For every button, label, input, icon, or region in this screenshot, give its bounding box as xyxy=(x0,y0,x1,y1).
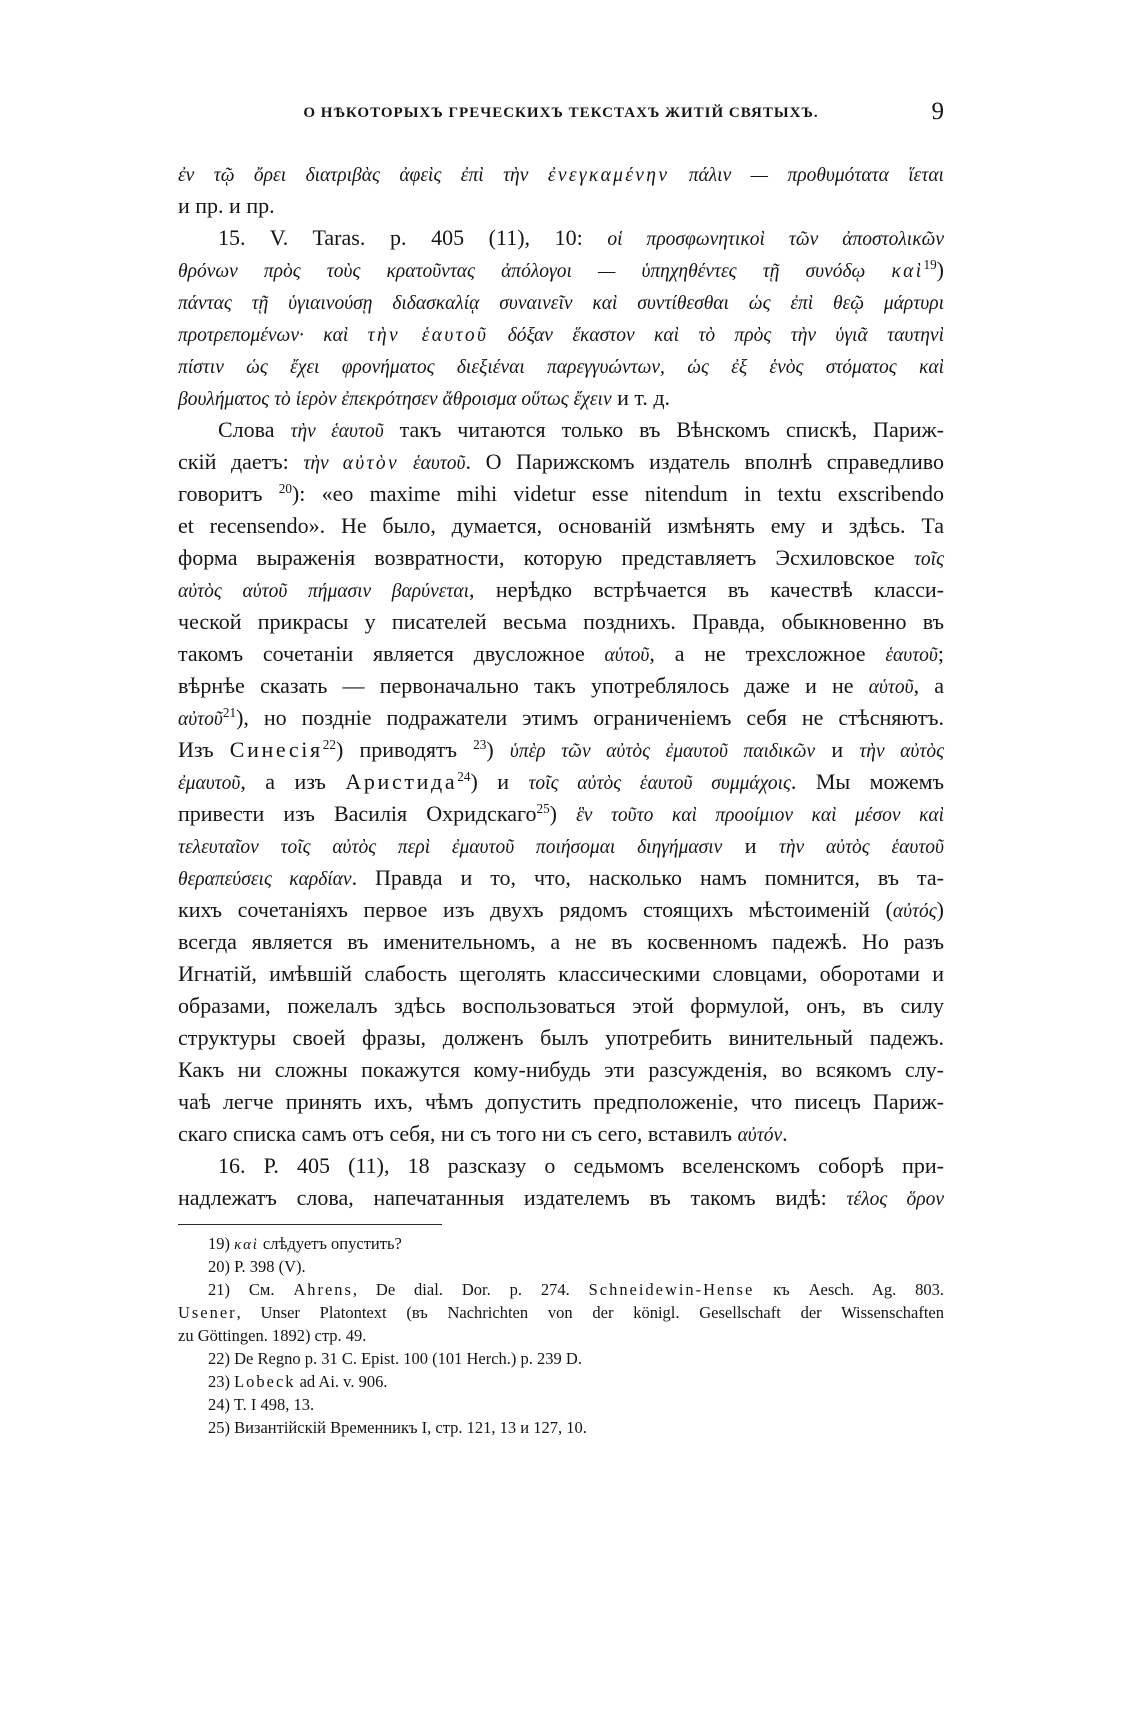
text-line xyxy=(178,766,944,798)
greek-text: αὐτόν xyxy=(737,1125,783,1146)
text-run: ): «eo maxime mihi videtur esse nitendum in textu exscribendo xyxy=(291,481,945,506)
greek-text: τὴν αὐτὸς xyxy=(859,741,945,762)
footnote-line xyxy=(178,1347,944,1370)
greek-text: ἑαυτοῦ xyxy=(398,453,466,474)
footnote-ref: 21 xyxy=(222,705,237,721)
text-run: всегда является въ именительномъ, а не въ косвенномъ падежѣ. Но разъ xyxy=(178,929,944,954)
footnote-line xyxy=(178,1324,944,1347)
text-run: говоритъ xyxy=(178,481,279,506)
text-line xyxy=(178,382,944,414)
text-run: , а xyxy=(913,673,944,698)
text-line xyxy=(178,1118,944,1150)
greek-text: τοῖς αὐτὸς ἑαυτοῦ συμμάχοις xyxy=(528,773,791,794)
text-run: et recensendo». Не было, думается, основаній измѣнять ему и здѣсь. Та xyxy=(178,513,944,538)
text-run: 19) xyxy=(208,1234,235,1253)
text-run: Изъ xyxy=(178,737,230,762)
text-run: къ Aesch. Ag. 803. xyxy=(754,1280,944,1299)
text-run: . xyxy=(782,1121,788,1146)
greek-text: τελευταῖον τοῖς αὐτὸς περὶ ἐμαυτοῦ ποιήσομαι διηγήμασιν xyxy=(178,837,723,858)
text-line xyxy=(178,702,944,734)
text-run: 15. V. Taras. p. 405 (11), 10: xyxy=(218,225,608,250)
text-line xyxy=(178,318,944,350)
text-line xyxy=(178,1086,944,1118)
text-line xyxy=(178,798,944,830)
paragraph-start-line xyxy=(178,222,944,254)
text-run: , нерѣдко встрѣчается въ качествѣ класси- xyxy=(469,577,944,602)
spaced-emphasis: Синесія xyxy=(229,737,323,762)
text-run: чаѣ легче принять ихъ, чѣмъ допустить предположеніе, что писецъ Париж- xyxy=(178,1089,944,1114)
spaced-emphasis: Ahrens xyxy=(293,1280,353,1299)
text-run: привести изъ Василія Охридскаго xyxy=(178,801,537,826)
text-line xyxy=(178,510,944,542)
greek-text: προτρεπομένων· καὶ xyxy=(178,325,368,346)
greek-text: δόξαν ἕκαστον καὶ τὸ πρὸς τὴν ὑγιᾶ ταυτηνὶ xyxy=(488,325,944,346)
text-run: и пр. и пр. xyxy=(178,193,275,218)
greek-text: βουλήματος τὸ ἱερὸν ἐπεκρότησεν ἄθροισμα οὕτως ἔχειν xyxy=(178,389,612,410)
footnote-ref: 19 xyxy=(923,257,937,273)
text-run: . Мы можемъ xyxy=(790,769,944,794)
text-line xyxy=(178,926,944,958)
text-run: 23) xyxy=(208,1372,235,1391)
text-run: скій даетъ: xyxy=(178,449,304,474)
greek-text: ἐμαυτοῦ xyxy=(178,773,241,794)
greek-text: αὐτοῦ xyxy=(178,709,223,730)
greek-spaced-text: τὴν ἑαυτοῦ xyxy=(367,325,489,346)
text-run: ) xyxy=(936,257,944,282)
greek-spaced-text: ἐνεγκαμένην xyxy=(547,165,670,186)
text-line xyxy=(178,958,944,990)
text-run: такомъ сочетаніи является двусложное xyxy=(178,641,605,666)
text-run: Игнатій, имѣвшій слабость щеголять классическими словцами, оборотами и xyxy=(178,961,944,986)
greek-text: αὐτός xyxy=(892,901,937,922)
text-line xyxy=(178,158,944,190)
text-run: . О Парижскомъ издатель вполнѣ справедливо xyxy=(465,449,944,474)
text-run: Какъ ни сложны покажутся кому-нибудь эти разсужденія, во всякомъ слу- xyxy=(178,1057,944,1082)
text-run: 25) Византійскій Временникъ I, стр. 121, 13 и 127, 10. xyxy=(208,1418,587,1437)
greek-text: αὑτοῦ xyxy=(604,645,650,666)
text-run: Слова xyxy=(218,417,291,442)
text-run: ) приводятъ xyxy=(335,737,474,762)
greek-text: τοῖς xyxy=(913,549,944,570)
text-run: и т. д. xyxy=(611,385,671,410)
text-run: ad Ai. v. 906. xyxy=(295,1372,388,1391)
spaced-emphasis: Lobeck xyxy=(234,1372,296,1391)
footnote-ref: 22 xyxy=(322,737,336,753)
page-number: 9 xyxy=(931,98,944,125)
footnote-line xyxy=(178,1255,944,1278)
footnote-line xyxy=(178,1232,944,1255)
footnote-line xyxy=(178,1416,944,1439)
footnotes xyxy=(178,1232,944,1439)
text-run: , а не трехсложное xyxy=(649,641,886,666)
text-run: форма выраженія возвратности, которую представляетъ Эсхиловское xyxy=(178,545,914,570)
text-run: ческой прикрасы у писателей весьма позднихъ. Правда, обыкновенно въ xyxy=(178,609,944,634)
greek-text: θρόνων πρὸς τοὺς κρατοῦντας ἀπόλογοι — ὑπηχηθέντες τῇ συνόδῳ xyxy=(178,261,892,282)
text-run: ) xyxy=(549,801,577,826)
text-run: . Правда и то, что, насколько намъ помнится, въ та- xyxy=(351,865,944,890)
greek-text: ἓν τοῦτο καὶ προοίμιον καὶ μέσον καὶ xyxy=(576,805,945,826)
footnote-line xyxy=(178,1393,944,1416)
text-run: ) xyxy=(486,737,510,762)
spaced-emphasis: Schneidewin-Hense xyxy=(588,1280,755,1299)
greek-text: τὴν αὐτὸς ἑαυτοῦ xyxy=(778,837,945,858)
greek-text: ὑπὲρ τῶν αὐτὸς ἐμαυτοῦ παιδικῶν xyxy=(509,741,816,762)
text-run: , De dial. Dor. p. 274. xyxy=(352,1280,589,1299)
text-run: слѣдуетъ опустить? xyxy=(258,1234,402,1253)
running-title: О НѢКОТОРЫХЪ ГРЕЧЕСКИХЪ ТЕКСТАХЪ ЖИТІЙ СВЯТЫХЪ. xyxy=(303,105,819,121)
text-run: ) и xyxy=(470,769,529,794)
greek-text: ἑαυτοῦ xyxy=(885,645,938,666)
text-run: 20) P. 398 (V). xyxy=(208,1257,306,1276)
text-run: ; xyxy=(937,641,945,666)
greek-text: πίστιν ὡς ἔχει φρονήματος διεξιέναι παρεγγυώντων, ὡς ἐξ ἑνὸς στόματος καὶ xyxy=(178,357,944,378)
text-line xyxy=(178,990,944,1022)
greek-spaced-text: καὶ xyxy=(891,261,924,282)
text-line xyxy=(178,894,944,926)
footnote-ref: 24 xyxy=(457,769,471,785)
footnote-ref: 20 xyxy=(278,481,292,497)
text-run: , Unser Platontext (въ Nachrichten von der königl. Gesellschaft der Wissenschaften xyxy=(236,1303,944,1322)
greek-text: τὴν ἑαυτοῦ xyxy=(290,421,384,442)
footnote-ref: 25 xyxy=(536,801,550,817)
text-line xyxy=(178,734,944,766)
text-line xyxy=(178,574,944,606)
text-line xyxy=(178,670,944,702)
greek-text: τὴν xyxy=(303,453,343,474)
text-line xyxy=(178,286,944,318)
text-line xyxy=(178,638,944,670)
text-line xyxy=(178,1182,944,1214)
greek-text: οἱ προσφωνητικοὶ τῶν ἀποστολικῶν xyxy=(607,229,945,250)
greek-text: τέλος ὅρον xyxy=(846,1189,944,1210)
text-run: 16. P. 405 (11), 18 разсказу о седьмомъ вселенскомъ соборѣ при- xyxy=(218,1153,944,1178)
text-run: структуры своей фразы, долженъ былъ употребить винительный падежъ. xyxy=(178,1025,944,1050)
spaced-emphasis: Usener xyxy=(178,1303,237,1322)
text-run: кихъ сочетаніяхъ первое изъ двухъ рядомъ стоящихъ мѣстоименій ( xyxy=(178,897,893,922)
text-run: ), но поздніе подражатели этимъ ограниченіемъ себя не стѣсняютъ. xyxy=(236,705,944,730)
footnote-separator xyxy=(178,1224,442,1225)
text-run: 21) См. xyxy=(208,1280,294,1299)
text-line xyxy=(178,862,944,894)
greek-text: αὑτοῦ xyxy=(868,677,914,698)
text-line xyxy=(178,1054,944,1086)
text-line xyxy=(178,542,944,574)
text-run: вѣрнѣе сказать — первоначально такъ употреблялось даже и не xyxy=(178,673,869,698)
paragraph-start-line xyxy=(178,414,944,446)
greek-text: πάντας τῇ ὑγιαινούσῃ διδασκαλίᾳ συναινεῖν καὶ συντίθεσθαι ὡς ἐπὶ θεῷ μάρτυρι xyxy=(178,293,944,314)
greek-text: ἐν τῷ ὄρει διατριβὰς ἀφεὶς ἐπὶ τὴν xyxy=(178,165,548,186)
text-run: 22) De Regno p. 31 C. Epist. 100 (101 Herch.) p. 239 D. xyxy=(208,1349,582,1368)
text-line xyxy=(178,446,944,478)
text-line xyxy=(178,478,944,510)
greek-spaced-text: καὶ xyxy=(234,1237,259,1253)
footnote-line xyxy=(178,1278,944,1301)
paragraph-start-line xyxy=(178,1150,944,1182)
text-line xyxy=(178,254,944,286)
text-run: надлежатъ слова, напечатанныя издателемъ въ такомъ видѣ: xyxy=(178,1185,847,1210)
greek-text: αὐτὸς αὑτοῦ πήμασιν βαρύνεται xyxy=(178,581,470,602)
body-text xyxy=(178,158,944,1214)
text-run: и xyxy=(722,833,779,858)
footnote-line xyxy=(178,1301,944,1324)
text-run: образами, пожелалъ здѣсь воспользоваться этой формулой, онъ, въ силу xyxy=(178,993,944,1018)
spaced-emphasis: Аристида xyxy=(345,769,458,794)
greek-spaced-text: αὐτὸν xyxy=(342,453,399,474)
text-run: 24) T. I 498, 13. xyxy=(208,1395,315,1414)
text-line xyxy=(178,190,944,222)
text-line xyxy=(178,350,944,382)
text-run: и xyxy=(815,737,860,762)
greek-text: θεραπεύσεις καρδίαν xyxy=(178,869,352,890)
footnote-line xyxy=(178,1370,944,1393)
text-run: , а изъ xyxy=(240,769,346,794)
greek-text: πάλιν — προθυμότατα ἵεται xyxy=(669,165,944,186)
text-run: zu Göttingen. 1892) стр. 49. xyxy=(178,1326,367,1345)
text-run: ) xyxy=(936,897,944,922)
text-run: скаго списка самъ отъ себя, ни съ того ни съ сего, вставилъ xyxy=(178,1121,738,1146)
text-line xyxy=(178,606,944,638)
text-line xyxy=(178,830,944,862)
text-line xyxy=(178,1022,944,1054)
text-run: такъ читаются только въ Вѣнскомъ спискѣ, Париж- xyxy=(383,417,945,442)
footnote-ref: 23 xyxy=(473,737,487,753)
